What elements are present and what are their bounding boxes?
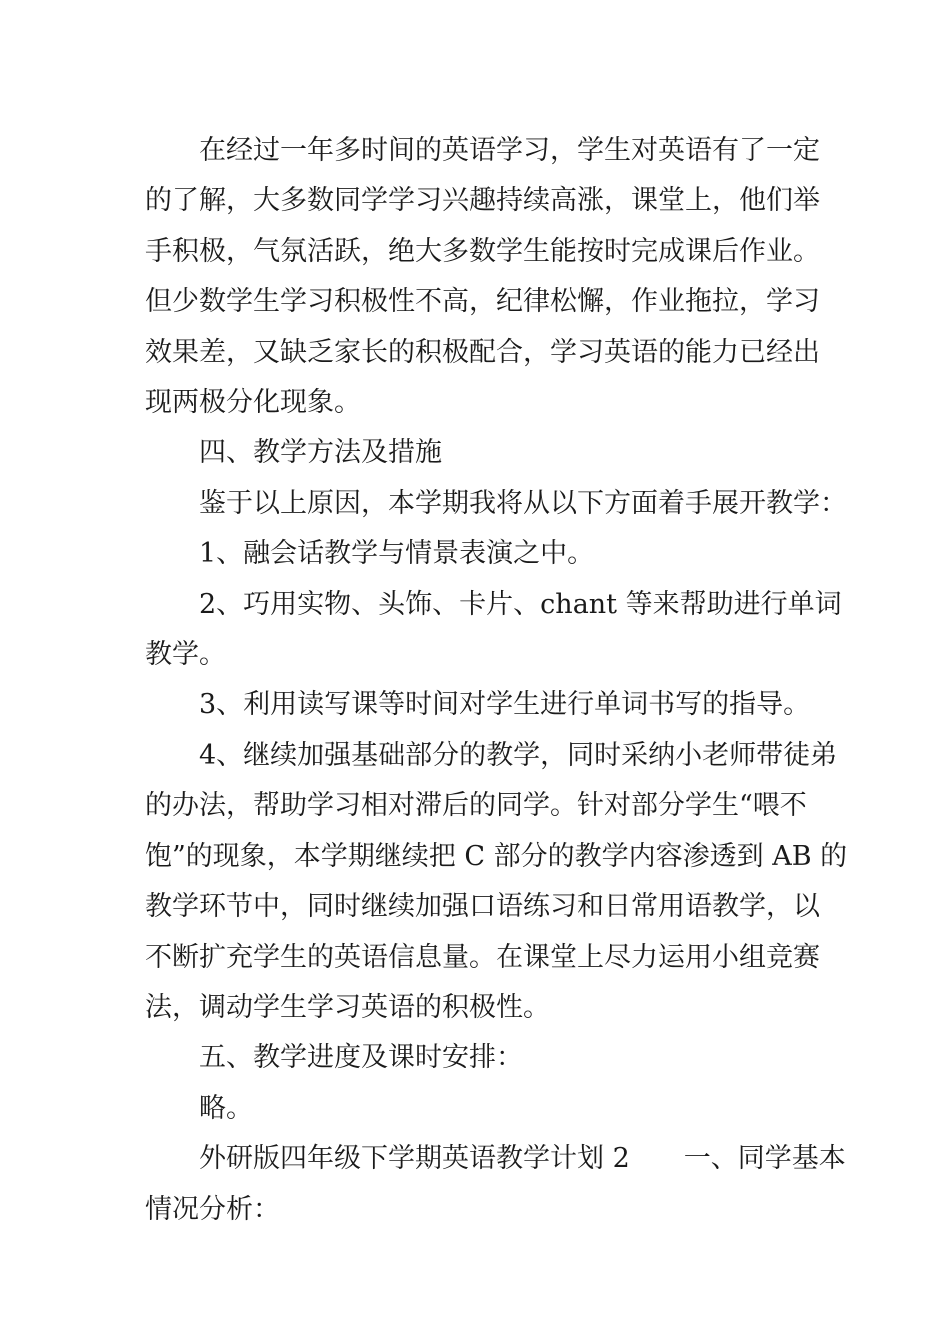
text-line: 2、巧用实物、头饰、卡片、chant 等来帮助进行单词 <box>199 588 842 620</box>
paragraph-omitted <box>145 1084 805 1134</box>
list-item-4 <box>145 731 848 1033</box>
paragraph-student-analysis <box>145 126 820 428</box>
text-line: 教学环节中，同时继续加强口语练习和日常用语教学，以 <box>145 891 820 923</box>
list-item-2 <box>145 580 842 681</box>
paragraph-intro <box>145 479 847 529</box>
text-line: 现两极分化现象。 <box>145 387 361 419</box>
section-heading-methods <box>145 428 805 478</box>
text-line: 效果差，又缺乏家长的积极配合，学习英语的能力已经出 <box>145 336 820 368</box>
text-line: 在经过一年多时间的英语学习，学生对英语有了一定 <box>199 135 820 166</box>
text-line: 饱”的现象，本学期继续把 C 部分的教学内容渗透到 AB 的 <box>145 840 848 872</box>
text-line: 的了解，大多数同学学习兴趣持续高涨，课堂上，他们举 <box>145 185 820 217</box>
paragraph-plan-2-heading <box>145 1134 846 1235</box>
text-line: 略。 <box>199 1092 253 1124</box>
text-line: 情况分析： <box>145 1193 280 1225</box>
text-line: 4、继续加强基础部分的教学，同时采纳小老师带徒弟 <box>199 739 838 771</box>
text-line: 教学。 <box>145 639 226 671</box>
text-line: 的办法，帮助学习相对滞后的同学。针对部分学生“喂不 <box>145 790 807 822</box>
text-line: 鉴于以上原因，本学期我将从以下方面着手展开教学： <box>199 487 847 519</box>
text-line: 外研版四年级下学期英语教学计划 2 一、同学基本 <box>199 1143 846 1175</box>
text-line: 3、利用读写课等时间对学生进行单词书写的指导。 <box>199 689 811 721</box>
text-line: 四、教学方法及措施 <box>199 437 442 469</box>
text-line: 不断扩充学生的英语信息量。在课堂上尽力运用小组竞赛 <box>145 941 820 973</box>
document-body <box>145 126 848 1235</box>
text-line: 手积极，气氛活跃，绝大多数学生能按时完成课后作业。 <box>145 235 820 267</box>
text-line: 1、融会话教学与情景表演之中。 <box>199 538 595 570</box>
list-item-1 <box>145 529 805 579</box>
text-line: 但少数学生学习积极性不高，纪律松懈，作业拖拉，学习 <box>145 286 820 318</box>
text-line: 五、教学进度及课时安排： <box>199 1042 523 1074</box>
list-item-3 <box>145 680 811 730</box>
section-heading-schedule <box>145 1033 805 1083</box>
text-line: 法，调动学生学习英语的积极性。 <box>145 991 550 1023</box>
